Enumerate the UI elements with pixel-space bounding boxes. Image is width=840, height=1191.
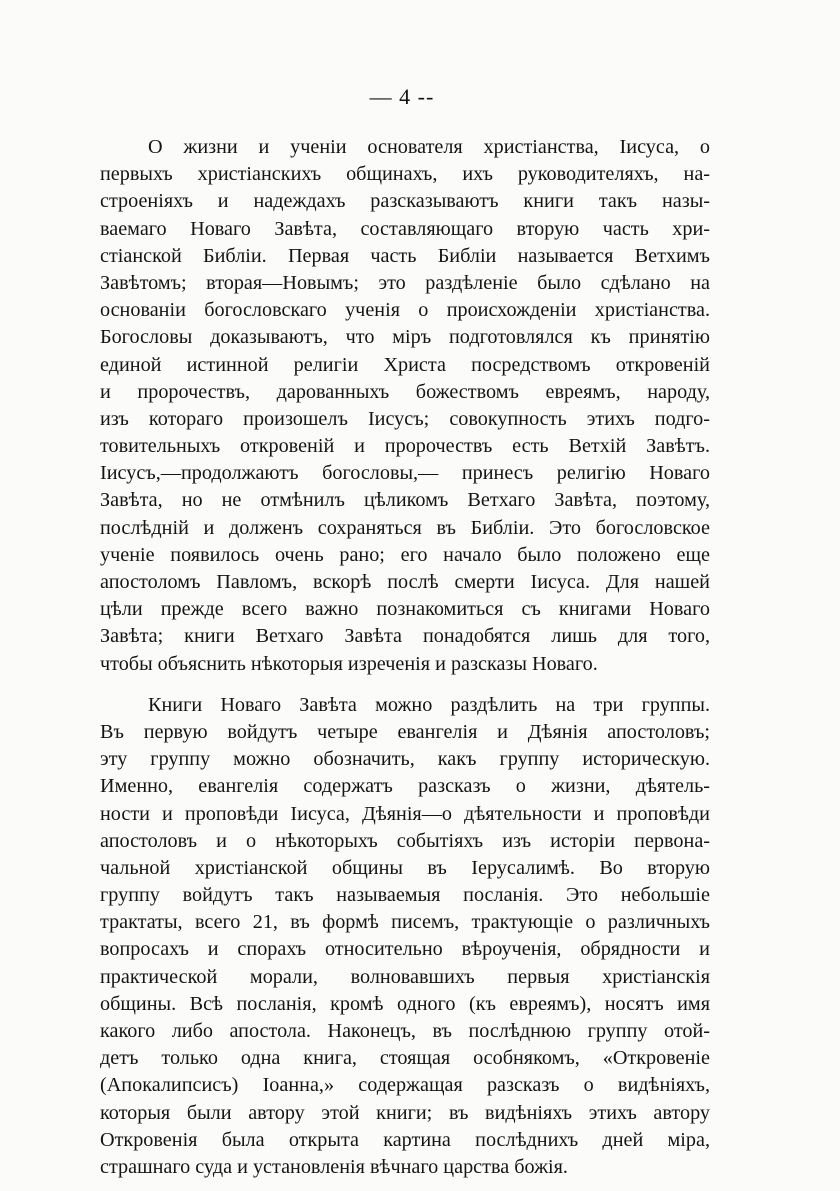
text-line: О жизни и ученiи основателя христiанства, Iисуса, о — [148, 136, 710, 158]
text-line: первыхъ христiанскихъ общинахъ, ихъ руководителяхъ, на- — [100, 163, 710, 186]
text-line: Въ первую войдутъ четыре евангелiя и Дѣянiя апостоловъ; — [100, 720, 710, 743]
text-line: Книги Новаго Завѣта можно раздѣлить на три группы. — [148, 693, 710, 716]
text-line: Богословы доказываютъ, что мiръ подготовлялся къ принятiю — [100, 326, 710, 349]
text-line: Iисусъ,—продолжаютъ богословы,— принесъ религiю Новаго — [100, 462, 710, 485]
text-line: детъ только одна книга, стоящая особнякомъ, «Откровенiе — [100, 1047, 710, 1070]
text-line: товительныхъ откровенiй и пророчествъ есть Ветхiй Завѣтъ. — [100, 435, 710, 458]
text-line: группу войдутъ такъ называемыя посланiя. Это небольшiе — [100, 884, 710, 907]
paragraph-gap — [100, 678, 710, 692]
page-number: — 4 -- — [369, 84, 435, 109]
text-line: стiанской Библiи. Первая часть Библiи называется Ветхимъ — [100, 244, 710, 267]
text-line: Откровенiя была открыта картина послѣднихъ дней мiра, — [100, 1128, 710, 1151]
text-line: цѣли прежде всего важно познакомиться съ книгами Новаго — [100, 598, 710, 621]
paragraph — [100, 134, 710, 678]
text-line: ученiе появилось очень рано; его начало было положено еще — [100, 543, 710, 566]
text-line: (Апокалипсисъ) Iоанна,» содержащая разсказъ о видѣнiяхъ, — [100, 1074, 710, 1097]
text-line: трактаты, всего 21, въ формѣ писемъ, трактующiе о различныхъ — [100, 911, 710, 934]
text-line: вопросахъ и спорахъ относительно вѣроученiя, обрядности и — [100, 938, 710, 961]
text-line: страшнаго суда и установленiя вѣчнаго царства божiя. — [100, 1155, 568, 1178]
text-line: чтобы объяснить нѣкоторыя изреченiя и разсказы Новаго. — [100, 652, 598, 675]
text-line: общины. Всѣ посланiя, кромѣ одного (къ евреямъ), носятъ имя — [100, 992, 710, 1015]
text-line: строенiяхъ и надеждахъ разсказываютъ книги такъ назы- — [100, 190, 710, 213]
text-line: чальной христiанской общины въ Iерусалимѣ. Во вторую — [100, 856, 710, 879]
text-line: практической морали, волновавшихъ первыя христiанскiя — [100, 965, 710, 988]
text-line: Завѣта, но не отмѣнилъ цѣликомъ Ветхаго Завѣта, поэтому, — [100, 489, 710, 512]
text-line: апостоломъ Павломъ, вскорѣ послѣ смерти Iисуса. Для нашей — [100, 571, 710, 593]
text-line: изъ котораго произошелъ Iисусъ; совокупность этихъ подго- — [100, 407, 710, 430]
text-line: Завѣтомъ; вторая—Новымъ; это раздѣленiе было сдѣлано на — [100, 271, 710, 294]
text-line: послѣднiй и долженъ сохраняться въ Библiи. Это богословское — [100, 516, 710, 539]
text-line: Завѣта; книги Ветхаго Завѣта понадобятся лишь для того, — [100, 625, 710, 648]
text-line: ваемаго Новаго Завѣта, составляющаго вторую часть хри- — [100, 217, 710, 240]
text-line: Именно, евангелiя содержатъ разсказъ о жизни, дѣятель- — [100, 775, 710, 798]
paragraph — [100, 692, 710, 1181]
text-line: единой истинной религiи Христа посредствомъ откровенiй — [100, 353, 710, 376]
text-line: которыя были автору этой книги; въ видѣнiяхъ этихъ автору — [100, 1101, 710, 1124]
text-line: и пророчествъ, дарованныхъ божествомъ евреямъ, народу, — [100, 380, 710, 403]
text-line: основанiи богословскаго ученiя о происхожденiи христiанства. — [100, 299, 710, 322]
text-line: ности и проповѣди Iисуса, Дѣянiя—о дѣятельности и проповѣди — [100, 802, 710, 825]
text-line: какого либо апостола. Наконецъ, въ послѣднюю группу отой- — [100, 1020, 710, 1042]
page-body — [100, 134, 710, 1181]
text-line: эту группу можно обозначить, какъ группу историческую. — [100, 748, 710, 771]
text-line: апостоловъ и о нѣкоторыхъ событiяхъ изъ исторiи первона- — [100, 829, 710, 852]
